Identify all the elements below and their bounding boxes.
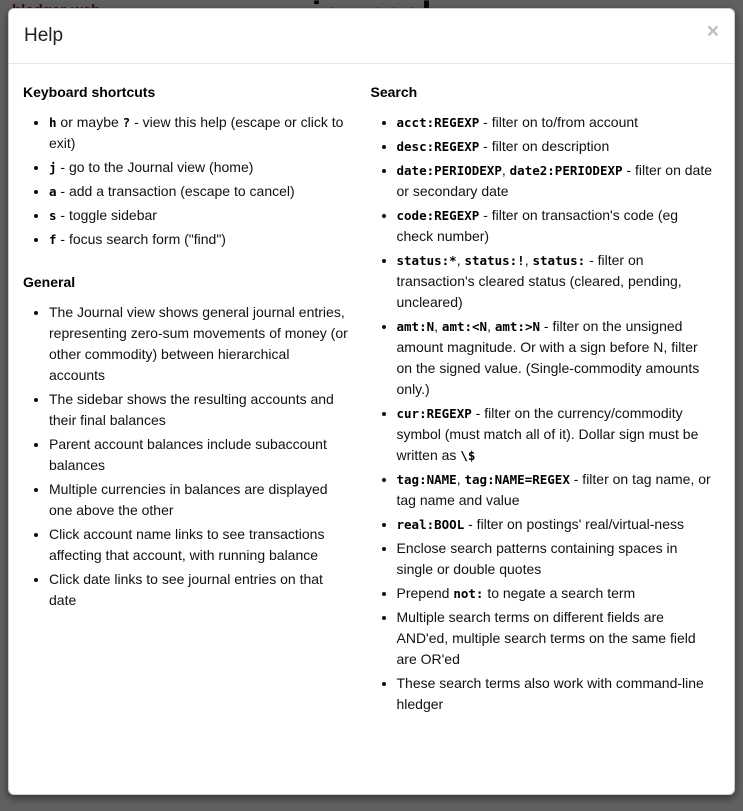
list-item: • acct:REGEXP - filter on to/from account — [397, 112, 715, 133]
list-item: • The sidebar shows the resulting accounts and their final balances — [49, 389, 349, 431]
code-term: date:PERIODEXP — [396, 162, 502, 178]
section-heading: Keyboard shortcuts — [23, 83, 156, 100]
code-term: status:! — [464, 252, 525, 268]
help-list — [371, 112, 715, 715]
code-term: status:* — [396, 252, 457, 268]
list-item: • Click account name links to see transactions affecting that account, with running balance — [49, 524, 349, 566]
list-item: • Parent account balances include subaccount balances — [49, 434, 349, 476]
list-item: • code:REGEXP - filter on transaction's code (eg check number) — [397, 205, 715, 247]
list-item: • Enclose search patterns containing spaces in single or double quotes — [397, 538, 715, 580]
list-item: • real:BOOL - filter on postings' real/virtual-ness — [397, 514, 715, 535]
section-heading: General — [23, 273, 76, 290]
modal-title: Help — [24, 25, 64, 46]
list-item: • f - focus search form ("find") — [49, 229, 349, 250]
code-term: h — [49, 114, 57, 130]
code-term: desc:REGEXP — [396, 138, 480, 154]
list-item: • status:*, status:!, status: - filter on transaction's cleared status (cleared, pending, uncleared) — [397, 250, 715, 313]
close-icon[interactable]: × — [706, 20, 719, 43]
modal-header — [9, 9, 734, 64]
code-term: ? — [122, 114, 131, 130]
list-item: • h or maybe ? - view this help (escape or click to exit) — [49, 112, 349, 154]
list-item: • Click date links to see journal entries on that date — [49, 569, 349, 611]
list-item: • s - toggle sidebar — [49, 205, 349, 226]
code-term: cur:REGEXP — [396, 405, 472, 421]
code-term: real:BOOL — [396, 516, 465, 532]
help-list — [23, 302, 349, 611]
code-term: acct:REGEXP — [396, 114, 480, 130]
code-term: s — [49, 207, 57, 223]
list-item: • tag:NAME, tag:NAME=REGEX - filter on tag name, or tag name and value — [397, 469, 715, 511]
code-term: \$ — [460, 447, 476, 463]
list-item: • desc:REGEXP - filter on description — [397, 136, 715, 157]
code-term: a — [49, 183, 57, 199]
left-column — [23, 80, 369, 718]
list-item: • Multiple currencies in balances are displayed one above the other — [49, 479, 349, 521]
list-item: • a - add a transaction (escape to cancel) — [49, 181, 349, 202]
code-term: tag:NAME — [396, 471, 457, 487]
code-term: amt:N — [396, 318, 435, 334]
code-term: status: — [532, 252, 586, 268]
list-item: • amt:N, amt:<N, amt:>N - filter on the unsigned amount magnitude. Or with a sign before N, filter on the signed value. (Single-commodity amounts only.) — [397, 316, 715, 400]
help-list — [23, 112, 349, 250]
code-term: date2:PERIODEXP — [509, 162, 623, 178]
code-term: amt:>N — [494, 318, 541, 334]
section-search — [371, 84, 715, 715]
list-item: • date:PERIODEXP, date2:PERIODEXP - filter on date or secondary date — [397, 160, 715, 202]
list-item: • The Journal view shows general journal entries, representing zero-sum movements of money (or other commodity) between hierarchical accounts — [49, 302, 349, 386]
code-term: j — [49, 159, 57, 175]
code-term: code:REGEXP — [396, 207, 480, 223]
code-term: amt:<N — [441, 318, 488, 334]
right-column — [369, 80, 715, 718]
code-term: f — [49, 231, 57, 247]
section-general — [23, 274, 349, 611]
section-keyboard-shortcuts — [23, 84, 349, 250]
help-modal — [8, 8, 735, 795]
list-item: • j - go to the Journal view (home) — [49, 157, 349, 178]
list-item: • Prepend not: to negate a search term — [397, 583, 715, 604]
code-term: not: — [453, 585, 484, 601]
modal-body — [9, 64, 734, 753]
list-item: • These search terms also work with command-line hledger — [397, 673, 715, 715]
section-heading: Search — [370, 83, 418, 100]
list-item: • cur:REGEXP - filter on the currency/commodity symbol (must match all of it). Dollar sign must be written as \$ — [397, 403, 715, 466]
list-item: • Multiple search terms on different fields are AND'ed, multiple search terms on the same field are OR'ed — [397, 607, 715, 670]
code-term: tag:NAME=REGEX — [464, 471, 570, 487]
